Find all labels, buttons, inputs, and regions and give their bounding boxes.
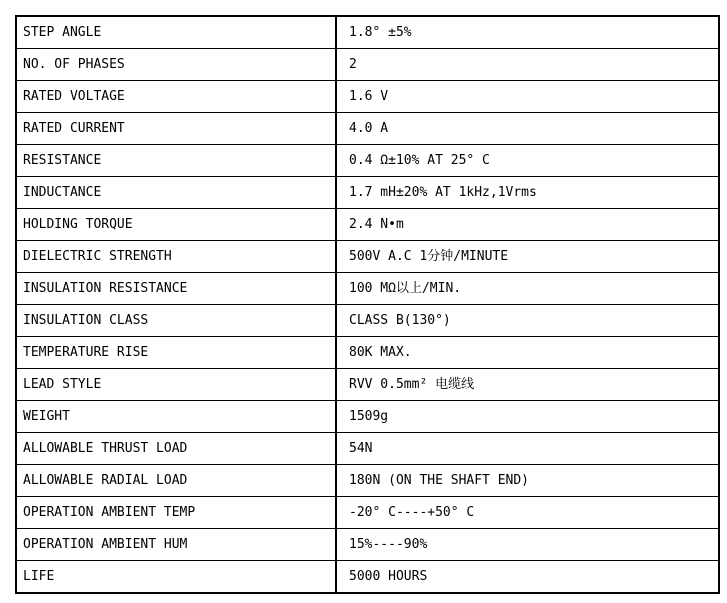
parameter-cell: LEAD STYLE: [16, 369, 336, 401]
value-cell: 5000 HOURS: [336, 561, 719, 594]
value-cell: 80K MAX.: [336, 337, 719, 369]
value-cell: 2.4 N•m: [336, 209, 719, 241]
value-cell: 2: [336, 49, 719, 81]
table-row: [16, 433, 719, 465]
parameter-cell: ALLOWABLE THRUST LOAD: [16, 433, 336, 465]
parameter-cell: INSULATION RESISTANCE: [16, 273, 336, 305]
parameter-cell: LIFE: [16, 561, 336, 594]
parameter-cell: INDUCTANCE: [16, 177, 336, 209]
value-cell: 1509g: [336, 401, 719, 433]
table-row: [16, 497, 719, 529]
value-cell: 15%----90%: [336, 529, 719, 561]
table-row: [16, 273, 719, 305]
parameter-cell: STEP ANGLE: [16, 16, 336, 49]
value-cell: -20° C----+50° C: [336, 497, 719, 529]
table-row: [16, 369, 719, 401]
value-cell: 1.8° ±5%: [336, 16, 719, 49]
table-row: [16, 241, 719, 273]
table-row: [16, 401, 719, 433]
parameter-cell: RESISTANCE: [16, 145, 336, 177]
parameter-cell: HOLDING TORQUE: [16, 209, 336, 241]
table-row: [16, 16, 719, 49]
value-cell: 180N (ON THE SHAFT END): [336, 465, 719, 497]
value-cell: 0.4 Ω±10% AT 25° C: [336, 145, 719, 177]
specification-table-body: [16, 16, 719, 593]
table-row: [16, 81, 719, 113]
value-cell: 4.0 A: [336, 113, 719, 145]
value-cell: 100 MΩ以上/MIN.: [336, 273, 719, 305]
table-row: [16, 177, 719, 209]
parameter-cell: INSULATION CLASS: [16, 305, 336, 337]
table-row: [16, 305, 719, 337]
value-cell: 1.6 V: [336, 81, 719, 113]
parameter-cell: DIELECTRIC STRENGTH: [16, 241, 336, 273]
specification-table: [15, 15, 720, 594]
value-cell: 500V A.C 1分钟/MINUTE: [336, 241, 719, 273]
table-row: [16, 529, 719, 561]
table-row: [16, 465, 719, 497]
table-row: [16, 337, 719, 369]
value-cell: 54N: [336, 433, 719, 465]
parameter-cell: OPERATION AMBIENT TEMP: [16, 497, 336, 529]
value-cell: 1.7 mH±20% AT 1kHz,1Vrms: [336, 177, 719, 209]
value-cell: CLASS B(130°): [336, 305, 719, 337]
table-row: [16, 113, 719, 145]
parameter-cell: RATED VOLTAGE: [16, 81, 336, 113]
parameter-cell: WEIGHT: [16, 401, 336, 433]
value-cell: RVV 0.5mm² 电缆线: [336, 369, 719, 401]
parameter-cell: OPERATION AMBIENT HUM: [16, 529, 336, 561]
parameter-cell: ALLOWABLE RADIAL LOAD: [16, 465, 336, 497]
parameter-cell: RATED CURRENT: [16, 113, 336, 145]
parameter-cell: TEMPERATURE RISE: [16, 337, 336, 369]
table-row: [16, 49, 719, 81]
table-row: [16, 145, 719, 177]
table-row: [16, 209, 719, 241]
parameter-cell: NO. OF PHASES: [16, 49, 336, 81]
table-row: [16, 561, 719, 594]
